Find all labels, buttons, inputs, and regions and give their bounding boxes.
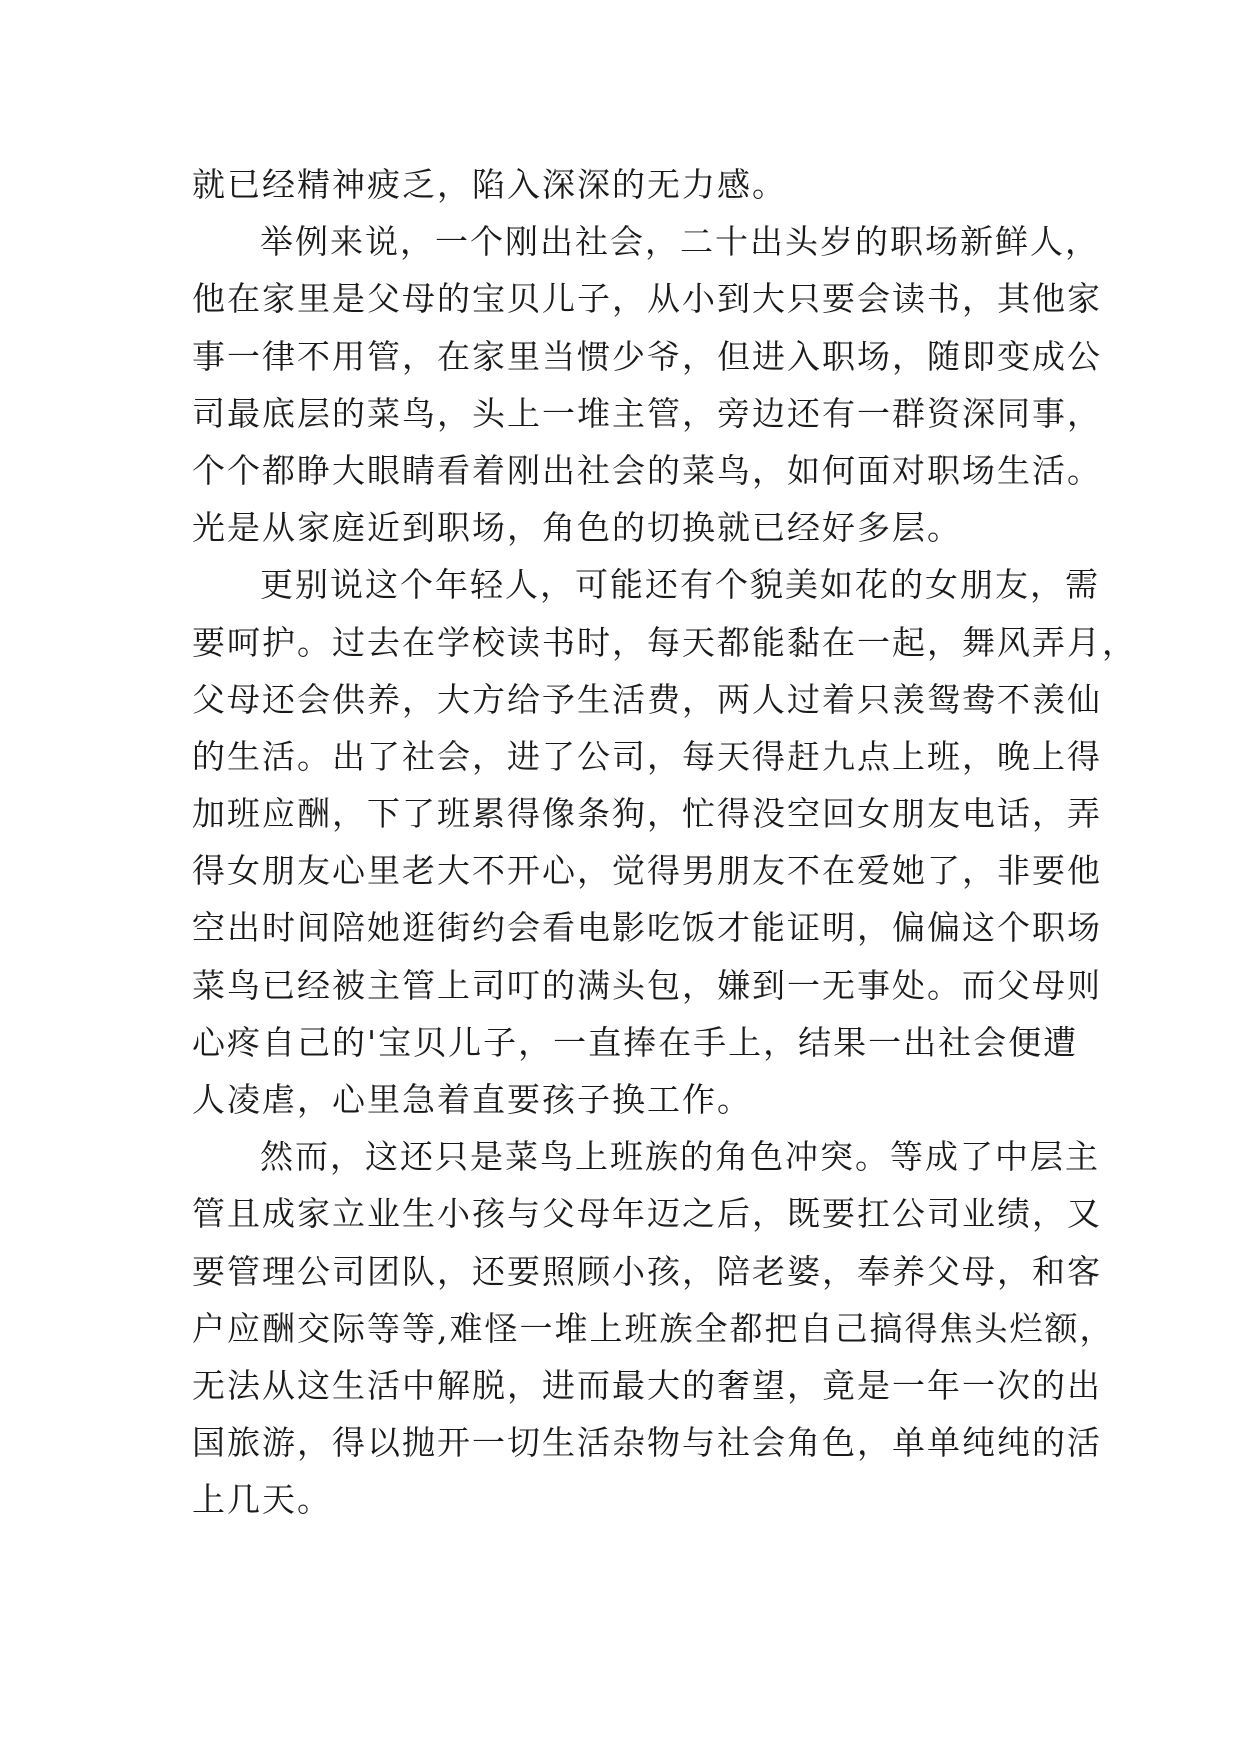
text-line: 司最底层的菜鸟，头上一堆主管，旁边还有一群资深同事，	[192, 393, 1102, 433]
text-line: 要管理公司团队，还要照顾小孩，陪老婆，奉养父母，和客	[192, 1251, 1102, 1291]
text-line: 举例来说，一个刚出社会，二十出头岁的职场新鲜人，	[260, 222, 1100, 262]
text-line: 加班应酬，下了班累得像条狗，忙得没空回女朋友电话，弄	[192, 794, 1102, 834]
paragraph	[192, 156, 1072, 213]
text-line: 户应酬交际等等,难怪一堆上班族全都把自己搞得焦头烂额，	[192, 1308, 1115, 1348]
text-line: 就已经精神疲乏，陷入深深的无力感。	[192, 165, 787, 204]
text-line: 他在家里是父母的宝贝儿子，从小到大只要会读书，其他家	[192, 279, 1102, 319]
text-line: 管且成家立业生小孩与父母年迈之后，既要扛公司业绩，又	[192, 1194, 1102, 1234]
text-line: 然而，这还只是菜鸟上班族的角色冲突。等成了中层主	[260, 1137, 1100, 1177]
text-line: 上几天。	[192, 1480, 332, 1520]
text-line: 光是从家庭近到职场，角色的切换就已经好多层。	[192, 508, 962, 548]
text-line: 人凌虐，心里急着直要孩子换工作。	[192, 1080, 752, 1119]
text-line: 要呵护。过去在学校读书时，每天都能黏在一起，舞风弄月，	[192, 622, 1137, 662]
text-line: 菜鸟已经被主管上司叮的满头包，嫌到一无事处。而父母则	[192, 965, 1102, 1005]
paragraph	[192, 556, 1137, 1128]
paragraph	[192, 1128, 1115, 1528]
text-line: 更别说这个年轻人，可能还有个貌美如花的女朋友，需	[260, 565, 1100, 605]
text-line: 无法从这生活中解脱，进而最大的奢望，竟是一年一次的出	[192, 1365, 1102, 1405]
text-line: 事一律不用管，在家里当惯少爷，但进入职场，随即变成公	[192, 336, 1102, 376]
text-line: 空出时间陪她逛街约会看电影吃饭才能证明，偏偏这个职场	[192, 908, 1102, 948]
text-line: 的生活。出了社会，进了公司，每天得赶九点上班，晚上得	[192, 736, 1102, 776]
document-body	[192, 156, 1137, 1529]
text-line: 个个都睁大眼睛看着刚出社会的菜鸟，如何面对职场生活。	[192, 450, 1102, 490]
text-line: 国旅游，得以抛开一切生活杂物与社会角色，单单纯纯的活	[192, 1423, 1102, 1463]
text-line: 心疼自己的'宝贝儿子，一直捧在手上，结果一出社会便遭	[192, 1022, 1079, 1062]
text-line: 父母还会供养，大方给予生活费，两人过着只羡鸳鸯不羡仙	[192, 679, 1102, 719]
text-line: 得女朋友心里老大不开心，觉得男朋友不在爱她了，非要他	[192, 851, 1102, 891]
paragraph	[192, 213, 1102, 556]
